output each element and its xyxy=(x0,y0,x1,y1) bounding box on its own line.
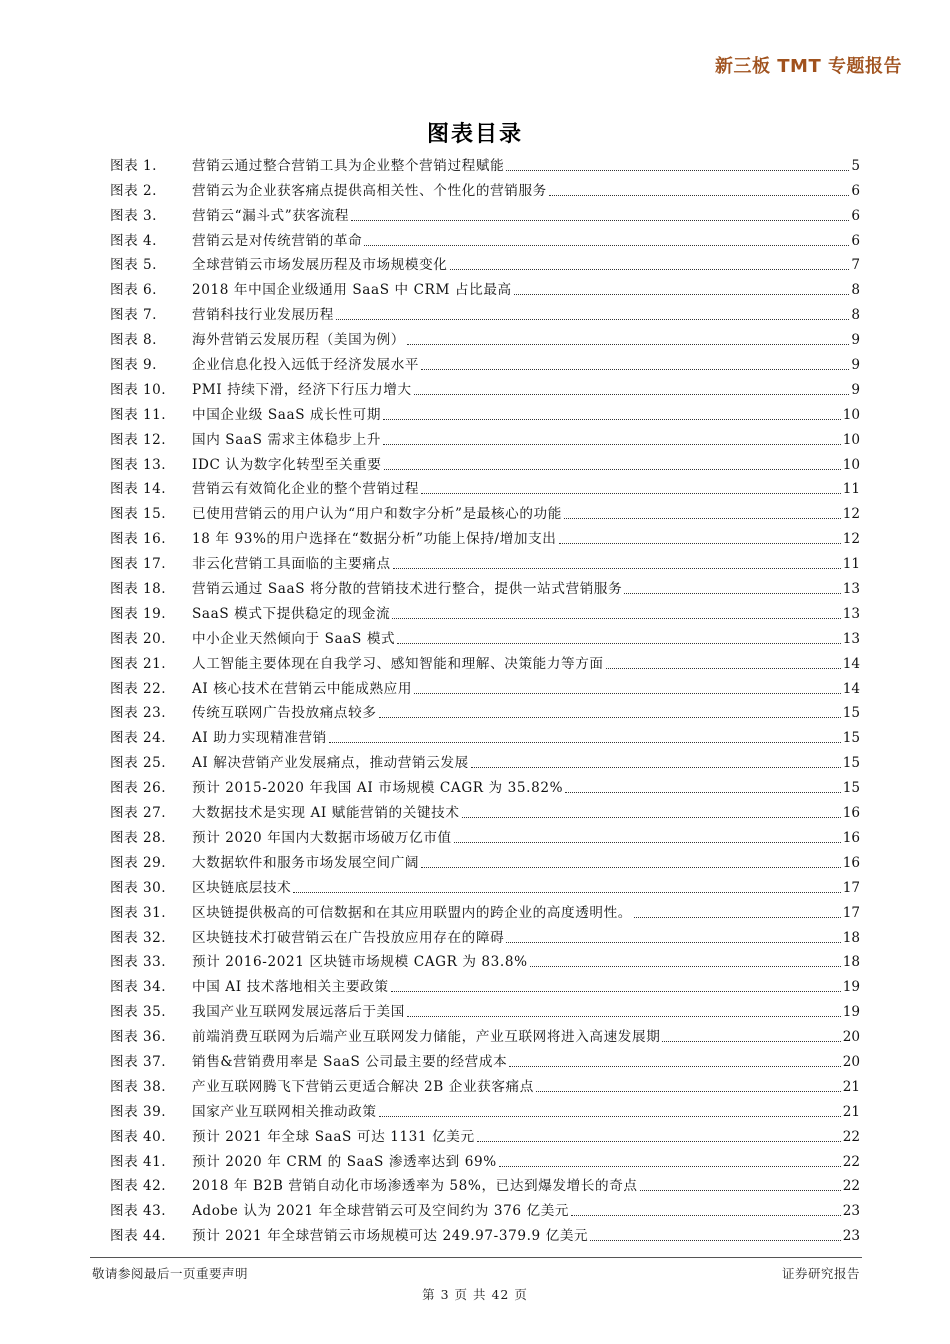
toc-entry-page: 7 xyxy=(851,257,860,274)
toc-entry-label: 图表 30. xyxy=(110,879,167,896)
toc-entry-label: 图表 44. xyxy=(110,1228,167,1245)
toc-entry-page: 22 xyxy=(842,1128,860,1145)
toc-entry-title: 已使用营销云的用户认为“用户和数字分析”是最核心的功能 xyxy=(192,506,562,523)
toc-entry-page: 15 xyxy=(842,730,860,747)
toc-entry-title: 18 年 93%的用户选择在“数据分析”功能上保持/增加支出 xyxy=(192,531,557,548)
toc-entry-title: 营销云是对传统营销的革命 xyxy=(192,232,363,249)
toc-entry[interactable] xyxy=(110,1046,860,1071)
toc-dot-leader xyxy=(571,1214,841,1216)
toc-dot-leader xyxy=(549,194,850,196)
toc-entry[interactable] xyxy=(110,847,860,872)
toc-entry-title: 非云化营销工具面临的主要痛点 xyxy=(192,556,391,573)
toc-entry-label: 图表 39. xyxy=(110,1103,167,1120)
toc-entry[interactable] xyxy=(110,1195,860,1220)
toc-entry[interactable] xyxy=(110,399,860,424)
toc-dot-leader xyxy=(383,418,841,420)
toc-dot-leader xyxy=(393,567,841,569)
toc-entry-title: 预计 2021 年全球营销云市场规模可达 249.97-379.9 亿美元 xyxy=(192,1228,589,1245)
toc-dot-leader xyxy=(379,716,841,718)
toc-dot-leader xyxy=(590,1239,840,1241)
toc-entry-label: 图表 27. xyxy=(110,805,167,822)
toc-entry-title: 我国产业互联网发展远落后于美国 xyxy=(192,1004,405,1021)
toc-entry-label: 图表 4. xyxy=(110,232,157,249)
toc-entry[interactable] xyxy=(110,299,860,324)
toc-dot-leader xyxy=(421,492,841,494)
toc-entry-label: 图表 38. xyxy=(110,1078,167,1095)
toc-entry[interactable] xyxy=(110,722,860,747)
toc-entry[interactable] xyxy=(110,1220,860,1245)
toc-entry-title: 2018 年中国企业级通用 SaaS 中 CRM 占比最高 xyxy=(192,282,512,299)
toc-entry[interactable] xyxy=(110,225,860,250)
toc-entry-page: 16 xyxy=(842,829,860,846)
toc-entry-page: 22 xyxy=(842,1178,860,1195)
toc-entry-title: 大数据技术是实现 AI 赋能营销的关键技术 xyxy=(192,805,460,822)
toc-entry-page: 8 xyxy=(851,282,860,299)
toc-entry-page: 23 xyxy=(842,1228,860,1245)
toc-entry-page: 6 xyxy=(851,232,860,249)
toc-entry-title: 营销云通过 SaaS 将分散的营销技术进行整合，提供一站式营销服务 xyxy=(192,581,623,598)
toc-entry[interactable] xyxy=(110,573,860,598)
toc-entry-page: 9 xyxy=(851,357,860,374)
toc-entry-page: 11 xyxy=(842,556,860,573)
toc-dot-leader xyxy=(421,866,841,868)
toc-dot-leader xyxy=(471,766,841,768)
toc-entry-page: 12 xyxy=(842,506,860,523)
toc-entry[interactable] xyxy=(110,548,860,573)
toc-dot-leader xyxy=(351,219,849,221)
toc-dot-leader xyxy=(514,293,850,295)
toc-entry-label: 图表 17. xyxy=(110,556,167,573)
toc-entry-label: 图表 1. xyxy=(110,157,157,174)
toc-entry-label: 图表 22. xyxy=(110,680,167,697)
page-title: 图表目录 xyxy=(426,121,523,147)
toc-entry-page: 19 xyxy=(842,979,860,996)
toc-entry-title: 区块链底层技术 xyxy=(192,879,292,896)
toc-entry-title: AI 解决营销产业发展痛点，推动营销云发展 xyxy=(192,755,469,772)
toc-entry-label: 图表 33. xyxy=(110,954,167,971)
toc-entry-label: 图表 18. xyxy=(110,581,167,598)
toc-entry[interactable] xyxy=(110,747,860,772)
footer-disclaimer: 敬请参阅最后一页重要声明 xyxy=(92,1266,249,1281)
toc-entry-title: 预计 2020 年国内大数据市场破万亿市值 xyxy=(192,829,452,846)
toc-dot-leader xyxy=(379,1115,841,1117)
toc-dot-leader xyxy=(450,268,850,270)
toc-dot-leader xyxy=(336,318,849,320)
toc-entry-label: 图表 41. xyxy=(110,1153,167,1170)
toc-entry-label: 图表 43. xyxy=(110,1203,167,1220)
toc-entry-page: 10 xyxy=(842,431,860,448)
footer-report-type: 证券研究报告 xyxy=(781,1266,860,1281)
toc-entry-title: 人工智能主要体现在自我学习、感知智能和理解、决策能力等方面 xyxy=(192,655,604,672)
toc-entry-page: 17 xyxy=(842,879,860,896)
toc-entry-label: 图表 36. xyxy=(110,1029,167,1046)
toc-entry-title: 预计 2016-2021 区块链市场规模 CAGR 为 83.8% xyxy=(192,954,528,971)
toc-entry-page: 19 xyxy=(842,1004,860,1021)
toc-entry[interactable] xyxy=(110,324,860,349)
toc-entry-page: 21 xyxy=(842,1078,860,1095)
toc-entry[interactable] xyxy=(110,648,860,673)
toc-dot-leader xyxy=(462,816,841,818)
toc-dot-leader xyxy=(407,1015,841,1017)
toc-entry-page: 5 xyxy=(851,157,860,174)
toc-entry-page: 13 xyxy=(842,581,860,598)
toc-entry[interactable] xyxy=(110,474,860,499)
toc-entry-label: 图表 9. xyxy=(110,357,157,374)
toc-entry[interactable] xyxy=(110,947,860,972)
toc-entry-title: 企业信息化投入远低于经济发展水平 xyxy=(192,357,420,374)
toc-entry-label: 图表 10. xyxy=(110,381,167,398)
toc-entry[interactable] xyxy=(110,1171,860,1196)
toc-entry[interactable] xyxy=(110,673,860,698)
toc-entry-title: 预计 2021 年全球 SaaS 可达 1131 亿美元 xyxy=(192,1128,475,1145)
toc-entry-title: AI 助力实现精准营销 xyxy=(192,730,327,747)
toc-dot-leader xyxy=(384,468,841,470)
toc-entry-title: 全球营销云市场发展历程及市场规模变化 xyxy=(192,257,448,274)
toc-dot-leader xyxy=(606,667,841,669)
toc-dot-leader xyxy=(383,443,841,445)
toc-dot-leader xyxy=(536,1090,841,1092)
toc-entry[interactable] xyxy=(110,623,860,648)
toc-entry-label: 图表 7. xyxy=(110,307,157,324)
toc-entry-title: 中国企业级 SaaS 成长性可期 xyxy=(192,406,382,423)
toc-entry-label: 图表 32. xyxy=(110,929,167,946)
toc-entry-label: 图表 15. xyxy=(110,506,167,523)
toc-entry-title: 传统互联网广告投放痛点较多 xyxy=(192,705,377,722)
toc-entry-page: 17 xyxy=(842,904,860,921)
toc-dot-leader xyxy=(391,990,841,992)
toc-entry-title: 预计 2015-2020 年我国 AI 市场规模 CAGR 为 35.82% xyxy=(192,780,564,797)
toc-entry-page: 20 xyxy=(842,1053,860,1070)
toc-dot-leader xyxy=(392,617,840,619)
toc-dot-leader xyxy=(454,841,841,843)
toc-dot-leader xyxy=(477,1140,841,1142)
toc-entry[interactable] xyxy=(110,822,860,847)
toc-entry-page: 14 xyxy=(842,655,860,672)
toc-entry-title: 营销科技行业发展历程 xyxy=(192,307,334,324)
toc-entry-label: 图表 16. xyxy=(110,531,167,548)
toc-dot-leader xyxy=(530,965,841,967)
toc-entry-page: 10 xyxy=(842,456,860,473)
toc-entry-title: 国内 SaaS 需求主体稳步上升 xyxy=(192,431,382,448)
toc-dot-leader xyxy=(407,343,849,345)
toc-entry-title: 国家产业互联网相关推动政策 xyxy=(192,1103,377,1120)
toc-entry[interactable] xyxy=(110,1121,860,1146)
toc-dot-leader xyxy=(364,244,849,246)
toc-entry-page: 13 xyxy=(842,605,860,622)
toc-entry[interactable] xyxy=(110,797,860,822)
toc-dot-leader xyxy=(397,642,840,644)
report-brand: 新三板 TMT 专题报告 xyxy=(714,56,902,77)
toc-entry-page: 15 xyxy=(842,780,860,797)
toc-entry-page: 23 xyxy=(842,1203,860,1220)
toc-entry-title: SaaS 模式下提供稳定的现金流 xyxy=(192,605,391,622)
toc-entry[interactable] xyxy=(110,897,860,922)
toc-entry-label: 图表 31. xyxy=(110,904,167,921)
toc-entry-label: 图表 23. xyxy=(110,705,167,722)
toc-entry-label: 图表 6. xyxy=(110,282,157,299)
toc-entry-page: 18 xyxy=(842,929,860,946)
toc-dot-leader xyxy=(506,941,840,943)
toc-entry-label: 图表 3. xyxy=(110,207,157,224)
toc-entry-page: 10 xyxy=(842,406,860,423)
toc-entry-page: 16 xyxy=(842,805,860,822)
toc-entry[interactable] xyxy=(110,1071,860,1096)
toc-dot-leader xyxy=(640,1189,841,1191)
toc-entry-label: 图表 37. xyxy=(110,1053,167,1070)
toc-entry-label: 图表 28. xyxy=(110,829,167,846)
toc-entry-label: 图表 25. xyxy=(110,755,167,772)
toc-entry[interactable] xyxy=(110,872,860,897)
toc-entry-page: 13 xyxy=(842,630,860,647)
toc-entry-page: 20 xyxy=(842,1029,860,1046)
toc-entry-page: 14 xyxy=(842,680,860,697)
toc-entry-label: 图表 13. xyxy=(110,456,167,473)
toc-entry-title: 销售&营销费用率是 SaaS 公司最主要的经营成本 xyxy=(192,1053,508,1070)
toc-dot-leader xyxy=(506,169,849,171)
toc-dot-leader xyxy=(559,542,841,544)
toc-dot-leader xyxy=(329,741,841,743)
toc-entry-title: 营销云“漏斗式”获客流程 xyxy=(192,207,350,224)
toc-entry[interactable] xyxy=(110,523,860,548)
toc-entry[interactable] xyxy=(110,922,860,947)
toc-entry-label: 图表 5. xyxy=(110,257,157,274)
toc-entry-label: 图表 12. xyxy=(110,431,167,448)
toc-entry-label: 图表 20. xyxy=(110,630,167,647)
toc-entry-title: 营销云通过整合营销工具为企业整个营销过程赋能 xyxy=(192,157,505,174)
toc-dot-leader xyxy=(634,916,841,918)
toc-entry-page: 8 xyxy=(851,307,860,324)
toc-entry-title: AI 核心技术在营销云中能成熟应用 xyxy=(192,680,413,697)
toc-entry-title: 中国 AI 技术落地相关主要政策 xyxy=(192,979,389,996)
toc-dot-leader xyxy=(421,368,849,370)
toc-entry-label: 图表 35. xyxy=(110,1004,167,1021)
toc-entry-page: 12 xyxy=(842,531,860,548)
toc-dot-leader xyxy=(565,791,841,793)
toc-entry-page: 15 xyxy=(842,705,860,722)
toc-entry-title: 大数据软件和服务市场发展空间广阔 xyxy=(192,854,420,871)
toc-entry-title: 区块链提供极高的可信数据和在其应用联盟内的跨企业的高度透明性。 xyxy=(192,904,633,921)
toc-entry-label: 图表 14. xyxy=(110,481,167,498)
toc-entry-title: Adobe 认为 2021 年全球营销云可及空间约为 376 亿美元 xyxy=(192,1203,570,1220)
toc-dot-leader xyxy=(509,1065,840,1067)
toc-entry[interactable] xyxy=(110,349,860,374)
toc-entry[interactable] xyxy=(110,449,860,474)
toc-entry[interactable] xyxy=(110,971,860,996)
toc-entry-page: 6 xyxy=(851,182,860,199)
toc-entry-page: 9 xyxy=(851,381,860,398)
toc-entry-label: 图表 42. xyxy=(110,1178,167,1195)
toc-entry-title: 前端消费互联网为后端产业互联网发力储能，产业互联网将进入高速发展期 xyxy=(192,1029,661,1046)
toc-entry-page: 22 xyxy=(842,1153,860,1170)
toc-entry-label: 图表 2. xyxy=(110,182,157,199)
toc-dot-leader xyxy=(564,517,841,519)
toc-entry-page: 15 xyxy=(842,755,860,772)
toc-entry-label: 图表 29. xyxy=(110,854,167,871)
toc-entry[interactable] xyxy=(110,1021,860,1046)
toc-entry-title: PMI 持续下滑，经济下行压力增大 xyxy=(192,381,412,398)
toc-entry-label: 图表 26. xyxy=(110,780,167,797)
toc-entry-title: 区块链技术打破营销云在广告投放应用存在的障碍 xyxy=(192,929,505,946)
toc-entry-title: 2018 年 B2B 营销自动化市场渗透率为 58%，已达到爆发增长的奇点 xyxy=(192,1178,638,1195)
toc-entry-label: 图表 34. xyxy=(110,979,167,996)
toc-entry-label: 图表 19. xyxy=(110,605,167,622)
toc-dot-leader xyxy=(414,393,850,395)
toc-entry-title: 营销云为企业获客痛点提供高相关性、个性化的营销服务 xyxy=(192,182,547,199)
toc-entry-title: 预计 2020 年 CRM 的 SaaS 渗透率达到 69% xyxy=(192,1153,497,1170)
toc-entry-page: 9 xyxy=(851,332,860,349)
toc-entry-page: 6 xyxy=(851,207,860,224)
toc-entry-page: 11 xyxy=(842,481,860,498)
toc-entry[interactable] xyxy=(110,424,860,449)
toc-entry-page: 21 xyxy=(842,1103,860,1120)
toc-entry-label: 图表 21. xyxy=(110,655,167,672)
toc-entry-page: 16 xyxy=(842,854,860,871)
toc-entry-title: 产业互联网腾飞下营销云更适合解决 2B 企业获客痛点 xyxy=(192,1078,534,1095)
footer-page-number: 第 3 页 共 42 页 xyxy=(422,1287,528,1302)
toc-entry[interactable] xyxy=(110,200,860,225)
toc-entry-label: 图表 8. xyxy=(110,332,157,349)
toc-entry[interactable] xyxy=(110,598,860,623)
toc-entry-page: 18 xyxy=(842,954,860,971)
toc-entry[interactable] xyxy=(110,996,860,1021)
toc-dot-leader xyxy=(624,592,840,594)
toc-entry[interactable] xyxy=(110,1146,860,1171)
toc-entry-label: 图表 11. xyxy=(110,406,167,423)
toc-dot-leader xyxy=(414,692,841,694)
toc-entry[interactable] xyxy=(110,772,860,797)
footer-divider xyxy=(90,1257,862,1258)
toc-entry[interactable] xyxy=(110,374,860,399)
toc-dot-leader xyxy=(293,891,840,893)
toc-entry[interactable] xyxy=(110,150,860,175)
toc-dot-leader xyxy=(499,1165,841,1167)
toc-entry-label: 图表 24. xyxy=(110,730,167,747)
toc-entry-title: IDC 认为数字化转型至关重要 xyxy=(192,456,382,473)
toc-entry-title: 营销云有效简化企业的整个营销过程 xyxy=(192,481,420,498)
toc-entry-title: 海外营销云发展历程（美国为例） xyxy=(192,332,405,349)
toc-entry[interactable] xyxy=(110,698,860,723)
toc-entry[interactable] xyxy=(110,274,860,299)
toc-list xyxy=(110,150,860,1245)
toc-dot-leader xyxy=(662,1040,840,1042)
toc-entry[interactable] xyxy=(110,250,860,275)
toc-entry[interactable] xyxy=(110,175,860,200)
toc-entry[interactable] xyxy=(110,1096,860,1121)
toc-entry[interactable] xyxy=(110,498,860,523)
toc-entry-label: 图表 40. xyxy=(110,1128,167,1145)
toc-entry-title: 中小企业天然倾向于 SaaS 模式 xyxy=(192,630,396,647)
